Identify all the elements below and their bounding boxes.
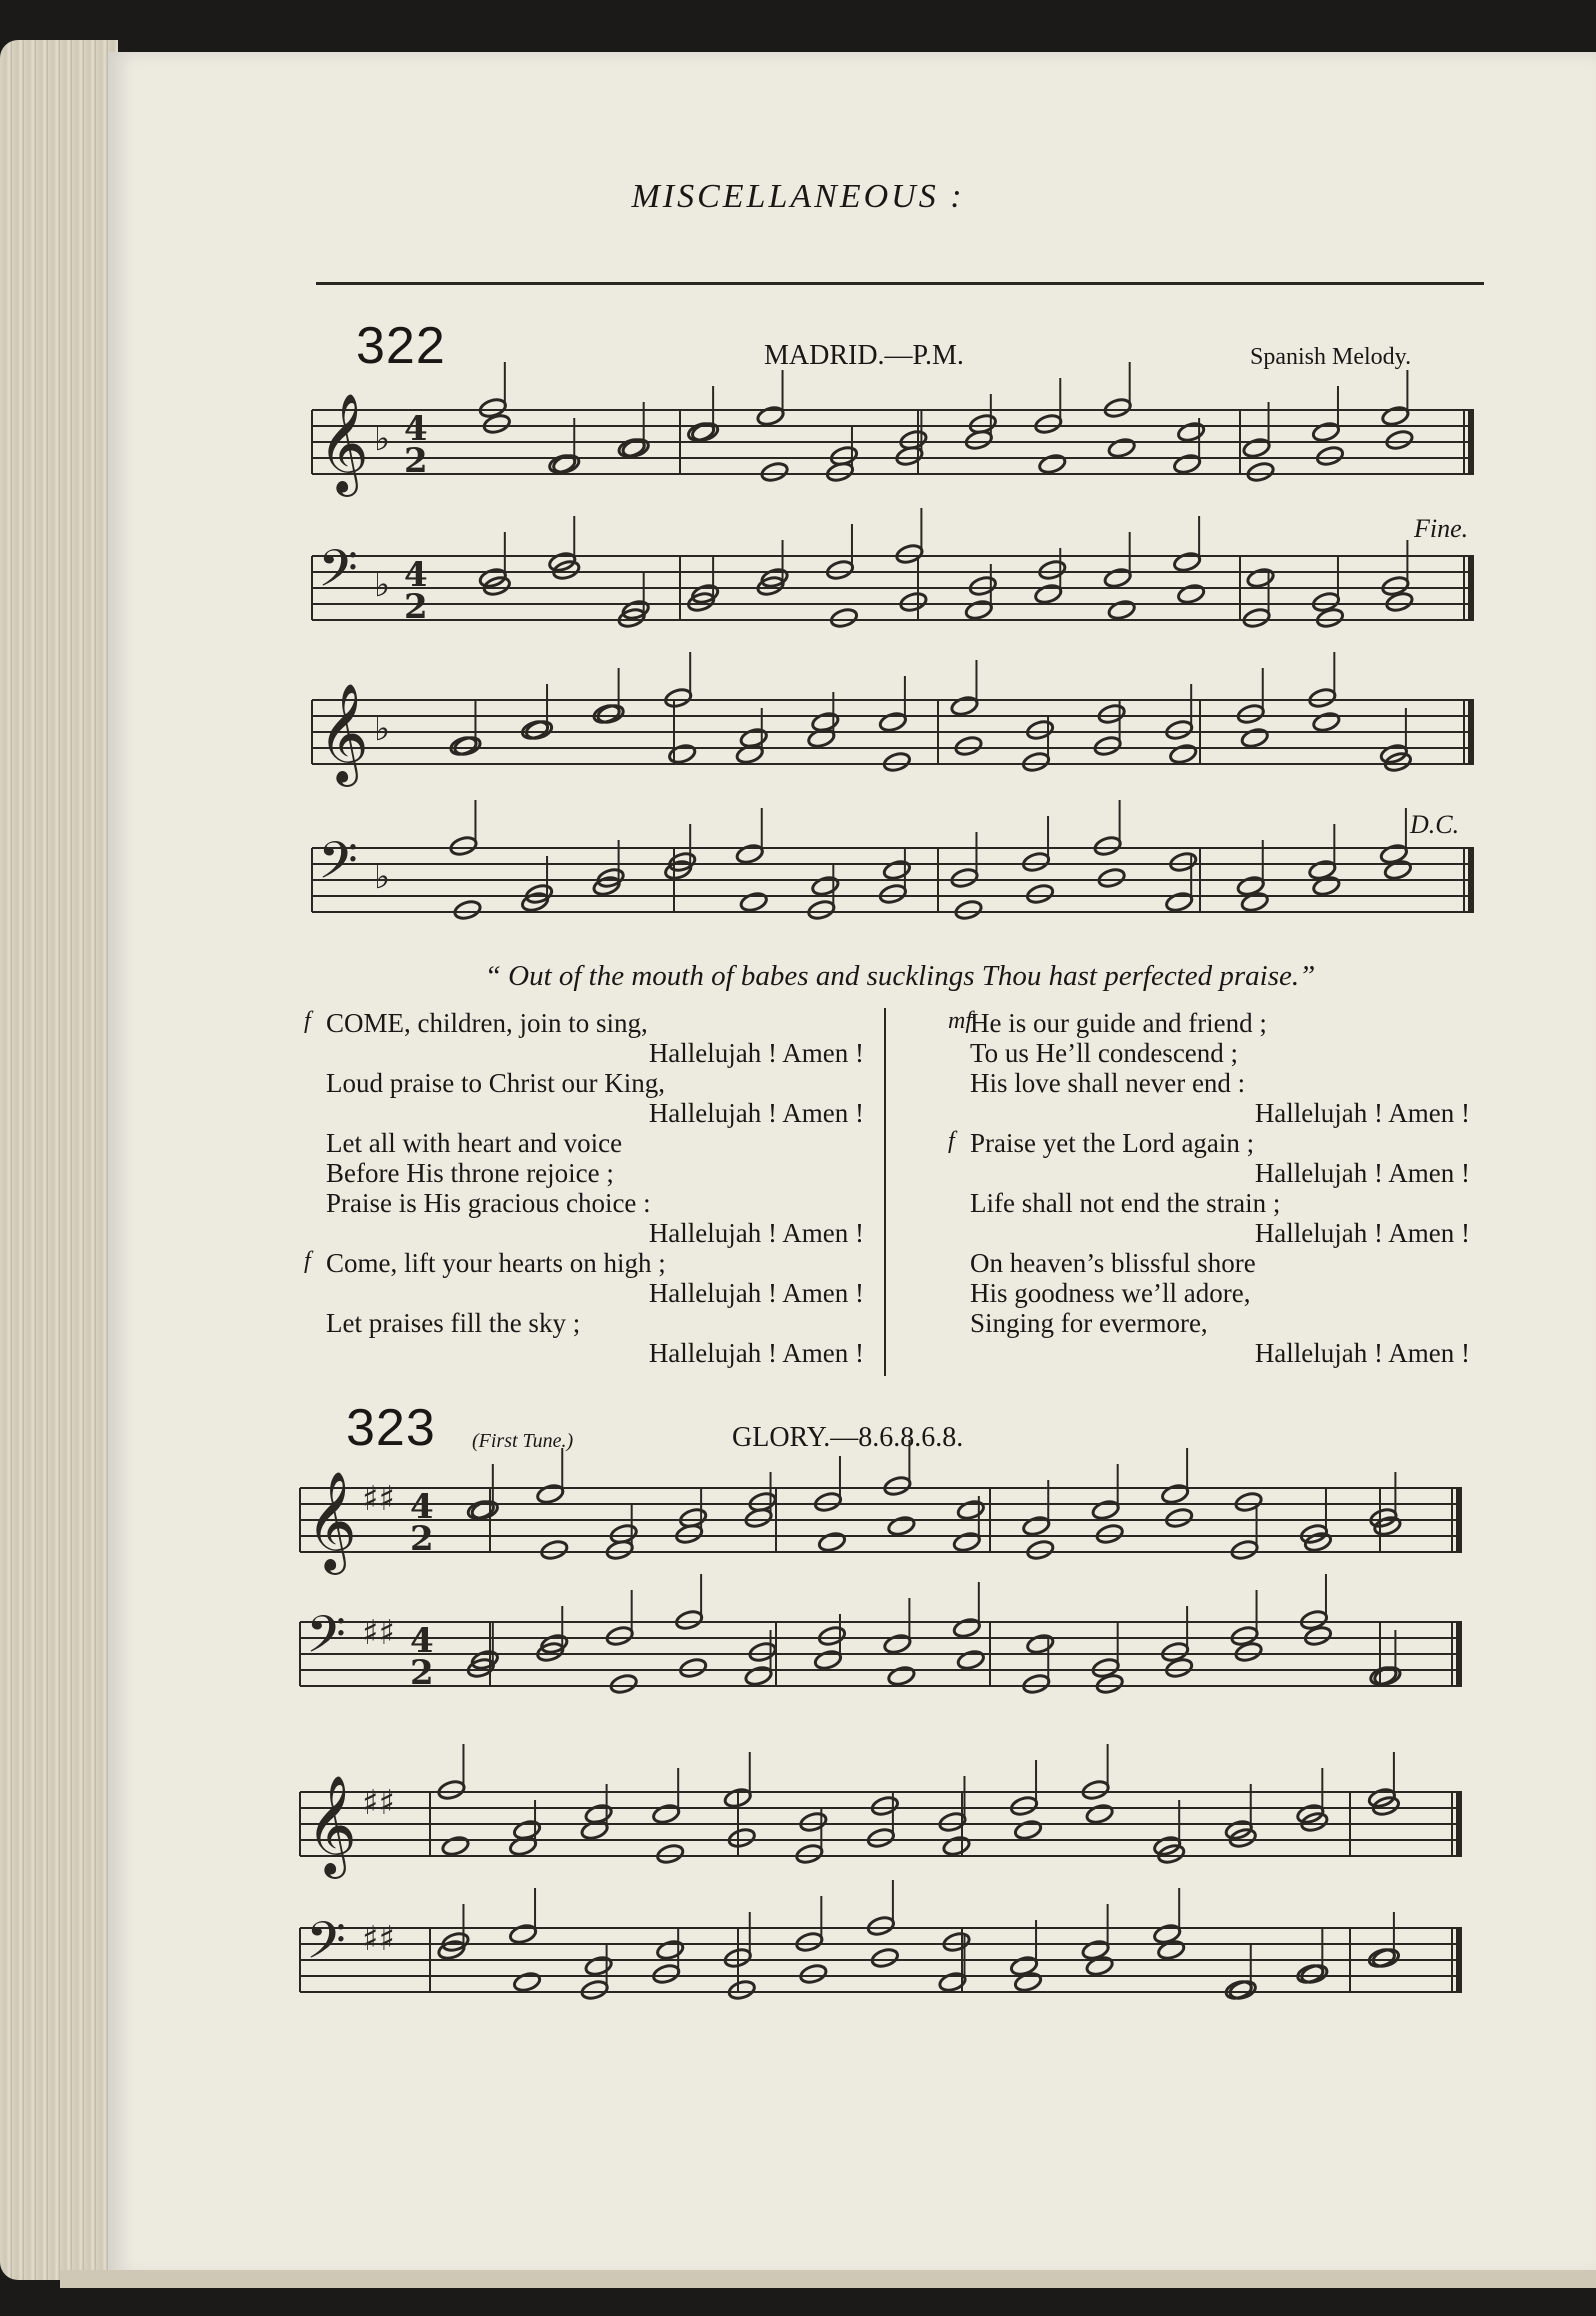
verse-line xyxy=(326,1308,864,1338)
svg-text:2: 2 xyxy=(410,1519,434,1559)
verse-text: Hallelujah ! Amen ! xyxy=(1254,1158,1470,1188)
verse-text: Hallelujah ! Amen ! xyxy=(648,1038,864,1068)
dynamic-mark: f xyxy=(304,1008,311,1034)
column-divider xyxy=(884,1008,886,1376)
verse-text: He is our guide and friend ; xyxy=(970,1008,1267,1038)
verse-text: Hallelujah ! Amen ! xyxy=(648,1098,864,1128)
verse-line xyxy=(970,1188,1470,1218)
verse-text: Praise yet the Lord again ; xyxy=(970,1128,1255,1158)
verse-text: Hallelujah ! Amen ! xyxy=(648,1218,864,1248)
verse-text: His love shall never end : xyxy=(970,1068,1246,1098)
hymn-322-number: 322 xyxy=(356,317,446,375)
svg-text:𝄢: 𝄢 xyxy=(318,830,358,903)
hymn-323-tune-title: GLORY.—8.6.8.6.8. xyxy=(732,1422,964,1453)
verse-line xyxy=(970,1098,1470,1128)
svg-text:𝄞: 𝄞 xyxy=(318,393,369,493)
verse-line xyxy=(970,1038,1470,1068)
svg-text:4: 4 xyxy=(410,1621,434,1661)
verse-line xyxy=(970,1218,1470,1248)
svg-text:𝄢: 𝄢 xyxy=(306,1604,346,1677)
verse-text: Loud praise to Christ our King, xyxy=(326,1068,665,1098)
verse-text: Hallelujah ! Amen ! xyxy=(648,1338,864,1368)
dynamic-mark: f xyxy=(948,1128,955,1154)
verse-line xyxy=(970,1068,1470,1098)
verse-line xyxy=(970,1248,1470,1278)
svg-text:𝄞: 𝄞 xyxy=(318,683,369,783)
verse-text: His goodness we’ll adore, xyxy=(970,1278,1251,1308)
dynamic-mark: mf xyxy=(948,1008,972,1034)
verse-column-right xyxy=(948,1008,1470,1368)
page-header: MISCELLANEOUS : xyxy=(631,178,965,215)
fine-mark: Fine. xyxy=(1414,514,1469,543)
hymn-322-epigraph: “ Out of the mouth of babes and sucklings Thou hast perfected praise.” xyxy=(484,960,1316,992)
verse-text: Hallelujah ! Amen ! xyxy=(1254,1338,1470,1368)
verse-text: Hallelujah ! Amen ! xyxy=(648,1278,864,1308)
verse-column-left xyxy=(304,1008,864,1368)
verse-line xyxy=(326,1128,864,1158)
svg-text:♭: ♭ xyxy=(374,709,391,749)
dc-mark: D.C. xyxy=(1410,810,1460,839)
verse-text: Life shall not end the strain ; xyxy=(970,1188,1281,1218)
svg-text:♯♯: ♯♯ xyxy=(362,1919,395,1959)
svg-text:♯♯: ♯♯ xyxy=(362,1479,395,1519)
svg-text:♭: ♭ xyxy=(374,857,391,897)
hymn-323-subtitle: (First Tune.) xyxy=(472,1430,574,1452)
svg-text:2: 2 xyxy=(404,587,428,627)
verse-line xyxy=(326,1068,864,1098)
verse-text: Come, lift your hearts on high ; xyxy=(326,1248,666,1278)
svg-text:2: 2 xyxy=(404,441,428,481)
verse-line xyxy=(326,1188,864,1218)
svg-text:𝄞: 𝄞 xyxy=(306,1775,357,1875)
verse-text: On heaven’s blissful shore xyxy=(970,1248,1256,1278)
verse-line xyxy=(970,1278,1470,1308)
verse-text: Let praises fill the sky ; xyxy=(326,1308,581,1338)
svg-text:4: 4 xyxy=(404,555,428,595)
verse-line xyxy=(326,1038,864,1068)
hymn-322-tune-title: MADRID.—P.M. xyxy=(764,340,964,371)
svg-text:♯♯: ♯♯ xyxy=(362,1613,395,1653)
svg-text:2: 2 xyxy=(410,1653,434,1693)
verse-line xyxy=(304,1008,864,1038)
verse-text: To us He’ll condescend ; xyxy=(970,1038,1239,1068)
verse-text: Praise is His gracious choice : xyxy=(326,1188,651,1218)
hymn-322-composer: Spanish Melody. xyxy=(1250,344,1412,370)
verse-text: Hallelujah ! Amen ! xyxy=(1254,1218,1470,1248)
svg-text:♯♯: ♯♯ xyxy=(362,1783,395,1823)
hymn-323-number: 323 xyxy=(346,1399,436,1457)
verse-line xyxy=(948,1008,1470,1038)
verse-text: Let all with heart and voice xyxy=(326,1128,623,1158)
dynamic-mark: f xyxy=(304,1248,311,1274)
verse-line xyxy=(970,1308,1470,1338)
svg-text:𝄞: 𝄞 xyxy=(306,1471,357,1571)
svg-text:𝄢: 𝄢 xyxy=(306,1910,346,1983)
verse-line xyxy=(326,1338,864,1368)
verse-line xyxy=(326,1278,864,1308)
verse-line xyxy=(326,1098,864,1128)
verse-text: COME, children, join to sing, xyxy=(326,1008,648,1038)
verse-line xyxy=(970,1158,1470,1188)
svg-text:4: 4 xyxy=(404,409,428,449)
svg-text:♭: ♭ xyxy=(374,419,391,459)
svg-text:♭: ♭ xyxy=(374,565,391,605)
verse-line xyxy=(948,1128,1470,1158)
verse-text: Hallelujah ! Amen ! xyxy=(1254,1098,1470,1128)
verse-line xyxy=(970,1338,1470,1368)
svg-text:4: 4 xyxy=(410,1487,434,1527)
svg-text:𝄢: 𝄢 xyxy=(318,538,358,611)
verse-line xyxy=(304,1248,864,1278)
verse-text: Singing for evermore, xyxy=(970,1308,1208,1338)
verse-text: Before His throne rejoice ; xyxy=(326,1158,614,1188)
verse-line xyxy=(326,1218,864,1248)
verse-line xyxy=(326,1158,864,1188)
